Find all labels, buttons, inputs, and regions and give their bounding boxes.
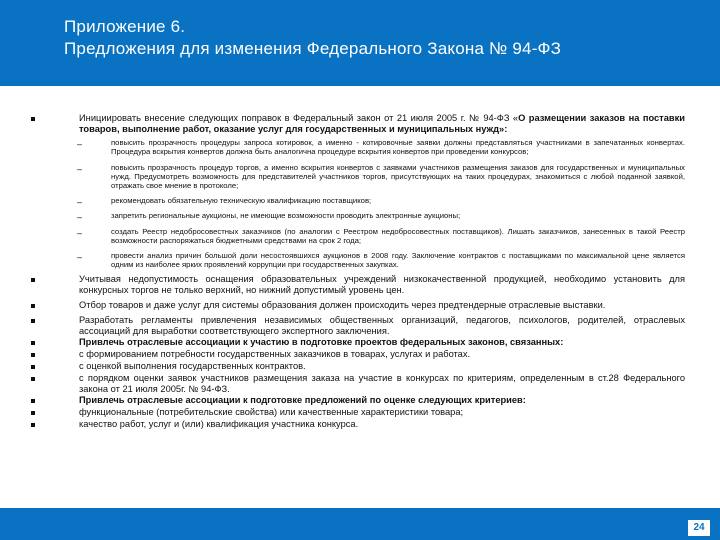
main-item — [0, 300, 720, 311]
bullet-square-icon — [31, 319, 35, 323]
sub-item — [0, 251, 720, 269]
bullet-square-icon — [31, 411, 35, 415]
bullet-square-icon — [31, 377, 35, 381]
bullet-square-icon — [31, 341, 35, 345]
dash-icon: – — [77, 139, 83, 150]
main-item-text: Отбор товаров и даже услуг для системы образования должен происходить через предтендерные отраслевые выставки. — [79, 300, 606, 311]
main-item-text: Разработать регламенты привлечения независимых общественных организаций, педагогов, психологов, родителей, отраслевых ассоциаций для выработки соответствующего экспертного заключения. — [79, 314, 685, 336]
main-item-text: Привлечь отраслевые ассоциации к подготовке предложений по оценке следующих критериев: — [79, 395, 526, 406]
main-item — [0, 315, 720, 337]
footer-bar — [0, 508, 720, 540]
intro-text: Инициировать внесение следующих поправок в Федеральный закон от 21 июля 2005 г. № 94-ФЗ «О размещении заказов на поставки товаров, выполнение работ, оказание услуг для государственных и муниципальных нужд»: — [79, 113, 685, 134]
title-line-1: Приложение 6. — [64, 17, 186, 36]
main-item — [0, 419, 720, 430]
page-number: 24 — [688, 520, 710, 536]
sub-item — [0, 227, 720, 245]
main-item-text: Учитывая недопустимость оснащения образовательных учреждений низкокачественной продукцией, необходимо установить для конкурсных торгов не только верхний, но нижний допустимый уровень цен. — [79, 274, 685, 296]
main-item-text: функциональные (потребительские свойства) или качественные характеристики товара; — [79, 407, 464, 418]
sub-item — [0, 163, 720, 191]
sub-item-text: создать Реестр недобросовестных заказчиков (по аналогии с Реестром недобросовестных поставщиков). Лишать заказчиков, занесенных в такой Реестр возможности распоряжаться бюджетными средствами на срок 2 года; — [111, 226, 685, 245]
title-line-2: Предложения для изменения Федерального Закона № 94-ФЗ — [64, 39, 562, 58]
main-item — [0, 373, 720, 395]
bullet-square-icon — [31, 353, 35, 357]
bullet-square-icon — [31, 304, 35, 308]
main-item-text: с оценкой выполнения государственных контрактов. — [79, 361, 306, 371]
header-bar — [0, 0, 720, 86]
sub-item-text: повысить прозрачность процедуры запроса котировок, а именно - котировочные заявки должны представляться участниками в запечатанных конвертах. Процедура вскрытия конвертов должна быть аналогична процедуре вскрытия конвертов при проведении конкурсов; — [111, 138, 685, 157]
sub-item — [0, 196, 720, 208]
sub-item — [0, 211, 720, 223]
main-item — [0, 349, 720, 360]
bullet-square-icon — [31, 423, 35, 427]
bullet-square-icon — [31, 399, 35, 403]
bullet-square-icon — [31, 117, 35, 121]
main-item — [0, 361, 720, 372]
sub-item-text: рекомендовать обязательную техническую квалификацию поставщиков; — [111, 196, 372, 206]
main-item-text: Привлечь отраслевые ассоциации к участию в подготовке проектов федеральных законов, связанных: — [79, 337, 564, 348]
sub-item-text: провести анализ причин большой доли несостоявшихся аукционов в 2008 году. Заключение контрактов с поставщиками по максимальной цене является одним из наиболее ярких проявлений коррупции при государственных закупках. — [111, 251, 685, 270]
main-item — [0, 395, 720, 406]
intro-item — [0, 113, 720, 134]
main-item — [0, 274, 720, 296]
dash-icon: – — [77, 197, 83, 208]
main-item-text: качество работ, услуг и (или) квалификация участника конкурса. — [79, 418, 359, 429]
sub-item-text: запретить региональные аукционы, не имеющие возможности проводить электронные аукционы; — [111, 211, 461, 221]
dash-icon: – — [77, 163, 83, 174]
bullet-square-icon — [31, 365, 35, 369]
bullet-square-icon — [31, 278, 35, 282]
dash-icon: – — [77, 252, 83, 263]
sub-item — [0, 138, 720, 156]
dash-icon: – — [77, 227, 83, 238]
slide-title — [64, 16, 561, 60]
sub-item-text: повысить прозрачность процедур торгов, а именно вскрытия конвертов с заявками участников размещения заказов для государственных и муниципальных нужд. Предусмотреть возможность для представителей участников торгов, присутствующих на таких процедурах, знакомиться с любой поданной заявкой, отражать свое мнение в протоколе; — [111, 162, 685, 190]
dash-icon: – — [77, 212, 83, 223]
main-item — [0, 407, 720, 418]
main-item-text: с порядком оценки заявок участников размещения заказа на участие в конкурсах по критериям, определенным в ст.28 Федерального закона от 21 июля 2005г. № 94-ФЗ. — [79, 372, 685, 394]
main-item — [0, 337, 720, 348]
main-item-text: с формированием потребности государственных заказчиков в товарах, услугах и работах. — [79, 349, 471, 360]
slide-content — [0, 98, 720, 430]
